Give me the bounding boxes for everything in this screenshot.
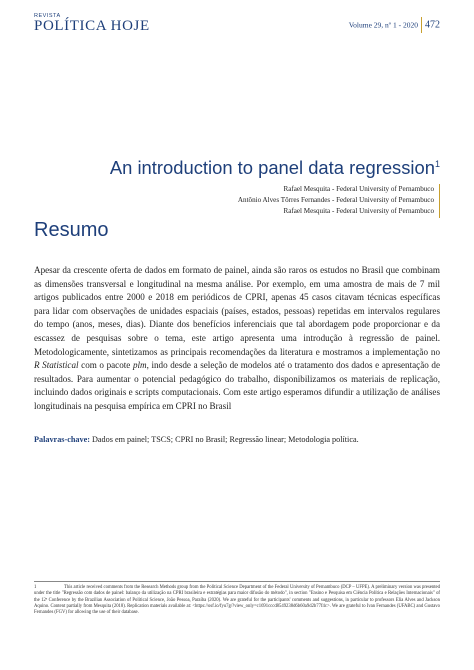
title-footnote-mark: 1: [434, 158, 440, 169]
keyword-separator: ;: [283, 435, 289, 444]
article-title: [0, 157, 440, 179]
header-divider: [421, 17, 422, 33]
volume-info: [349, 17, 440, 33]
resumo-heading: Resumo: [34, 219, 109, 241]
article-title-text: An introduction to panel data regression: [109, 157, 435, 178]
journal-logo-small-text: REVISTA: [34, 13, 61, 19]
volume-text: Volume 29, nº 1 - 2020: [348, 20, 418, 30]
abstract-part: com o pacote: [78, 360, 133, 371]
abstract-italic-r-statistical: R Statistical: [34, 360, 79, 371]
page-number: 472: [425, 19, 440, 31]
keyword: Metodologia política.: [288, 435, 359, 444]
author-line: Rafael Mesquita - Federal University of Pernambuco: [283, 207, 434, 216]
authors-block: [238, 184, 440, 218]
keywords-label: Palavras-chave:: [34, 435, 90, 444]
keyword: CPRI no Brasil: [175, 435, 226, 444]
keyword-separator: ;: [147, 435, 152, 444]
abstract-text: [34, 264, 440, 414]
footnote-number: 1: [34, 585, 37, 590]
keyword: Dados em painel: [91, 435, 148, 444]
journal-logo-name: POLÍTICA HOJE: [34, 18, 150, 34]
keyword: TSCS: [151, 435, 171, 444]
footnote-divider: [34, 581, 440, 582]
keyword-separator: ;: [225, 435, 230, 444]
abstract-part: , indo desde a seleção de modelos até o tratamento dos dados e apresentação de resultados. Para aumentar o potencial pedagógico do trabalho, disponibilizamos os materiais de replicação, incluindo dados originais e scripts computacionais. Com este artigo esperamos difundir a utilização de análises longitudinais na pesquisa empírica em CPRI no Brasil: [34, 360, 440, 411]
footnote: [34, 585, 440, 616]
footnote-text: This article received comments from the Research Methods group from the Political Science Department of the Federal University of Pernambuco (DCP – UFPE). A preliminary version was presented under the title "Regressão com dados de painel: balanço da utilização na CPRI brasileira e estratégias para maior difusão do método", in section "Ensino e Pesquisa em Ciência Política e Relações Internacionais" of the 12ª Conference by the Brazilian Association of Political Science, João Pessoa, Paraíba (2020). We are grateful for the participants' comments and suggestions, in particular to professors Elia Alves and Jackson Aquino. Content partially from Mesquita (2018). Replication materials available at: <https://osf.io/fyu7g/?view_only=c1691cccd8549238d6b60a9d2b77f4c>. We are grateful to Ivan Fernandes (UFABC) and Gustavo Fernandes (FGV) for allowing the use of their database.: [34, 585, 440, 616]
author-line: Antônio Alves Tôrres Fernandes - Federal University of Pernambuco: [237, 196, 434, 205]
author-line: Rafael Mesquita - Federal University of Pernambuco: [283, 185, 434, 193]
keyword-separator: ;: [170, 435, 176, 444]
abstract-italic-plm: plm: [132, 360, 147, 371]
journal-logo: [34, 13, 150, 34]
abstract-part: Apesar da crescente oferta de dados em formato de painel, ainda são raros os estudos no Brasil que combinam as dimensões transversal e longitudinal na mesma análise. Por exemplo, em uma amostra de mais de 7 mil artigos publicados entre 2000 e 2018 em periódicos de CPRI, apenas 45 casos citavam técnicas específicas para lidar com observações de unidades espaciais (países, estados, pessoas) repetidas em intervalos regulares do tempo (anos, meses, dias). Diante dos benefícios inferenciais que tal abordagem pode proporcionar e da escassez de pesquisas sobre o tema, este artigo apresenta uma introdução à regressão de painel. Metodologicamente, sintetizamos as principais recomendações da literatura e mostramos a implementação no: [34, 265, 440, 357]
keyword: Regressão linear: [229, 435, 284, 444]
keywords: [34, 434, 440, 445]
